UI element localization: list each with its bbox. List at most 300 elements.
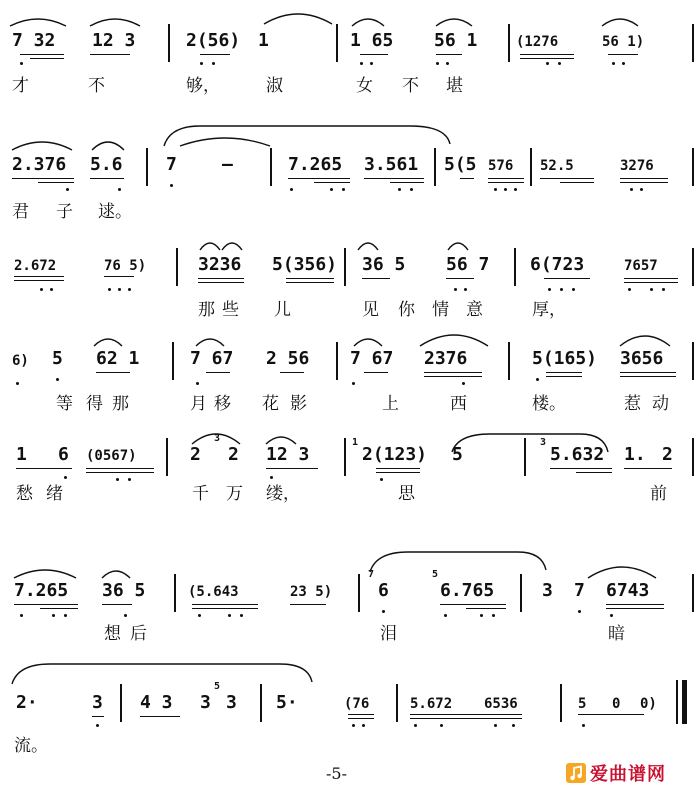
octave-dot [290,188,293,191]
slur-mark [446,238,470,252]
octave-dot [398,188,401,191]
octave-dot [128,288,131,291]
octave-dot [662,288,665,291]
underline-beat [14,604,78,605]
underline-beat [546,372,582,373]
underline-beat [90,178,124,179]
octave-dot [578,610,581,613]
octave-dot [572,288,575,291]
underline-beat [348,718,374,719]
octave-dot [170,184,173,187]
underline-beat [440,604,506,605]
lyric-char: 流。 [14,736,48,756]
note-group: 7 32 [12,30,56,51]
barline [174,574,176,612]
underline-beat [364,372,388,373]
underline-beat [86,468,154,469]
octave-dot [444,614,447,617]
note-group: 4 3 [140,692,173,713]
lyric-char: 女 [356,76,373,96]
barline [120,684,122,722]
slur-mark [220,238,244,252]
lyric-char: 意 [466,300,483,320]
underline-beat [192,604,258,605]
underline-beat [620,182,668,183]
octave-dot [446,62,449,65]
grace-note: 5 [432,569,439,580]
note-group: 1. [624,444,646,465]
barline [434,148,436,186]
note-group: 6(723 [530,254,585,275]
lyric-char: 你 [398,300,415,320]
underline-beat [488,178,524,179]
final-barline [682,680,687,724]
underline-beat [466,608,506,609]
note-group: 52.5 [540,158,574,174]
underline-beat [544,278,590,279]
lyric-char: 堪 [446,76,463,96]
grace-note: 3 [214,433,221,444]
lyric-char: 上 [382,394,399,414]
underline-beat [606,608,664,609]
underline-beat [376,468,420,469]
note-group: 3 [200,692,211,713]
note-group: 3 [92,692,103,713]
watermark-text: 爱曲谱网 [590,764,666,785]
underline-beat [446,278,474,279]
barline [520,574,522,612]
lyric-char: 楼。 [532,394,566,414]
underline-beat [362,278,390,279]
underline-beat [410,718,522,719]
underline-beat [624,278,678,279]
octave-dot [436,62,439,65]
octave-dot [116,478,119,481]
lyric-char: 那 [112,394,129,414]
note-group: (76 [344,696,370,712]
octave-dot [330,188,333,191]
note-group: 2(123) [362,444,428,465]
note-group: 5.632 [550,444,605,465]
octave-dot [362,724,365,727]
note-group: 2 [190,444,201,465]
underline-beat [12,178,74,179]
underline-beat [14,280,64,281]
underline-beat [16,468,72,469]
barline [344,248,346,286]
octave-dot [382,610,385,613]
octave-dot [414,724,417,727]
slur-mark [600,14,640,28]
octave-dot [200,62,203,65]
tie-mark [368,548,548,574]
underline-beat [488,182,524,183]
note-group: 0 [612,696,621,712]
note-group: 7 67 [350,348,394,369]
octave-dot [128,478,131,481]
lyric-char: 才 [12,76,29,96]
barline [358,574,360,612]
note-group: 3 [542,580,553,601]
note-group: 2 [228,444,239,465]
lyric-char: 不 [402,76,419,96]
octave-dot [640,188,643,191]
lyric-char: 花 [262,394,279,414]
underline-beat [620,376,676,377]
note-group: 3656 [620,348,664,369]
note-group: 76 5) [104,258,147,274]
note-group: 2(56) [186,30,241,51]
lyric-char: 逑。 [98,202,132,222]
barline [336,342,338,380]
underline-beat [200,54,230,55]
note-group: 6.765 [440,580,495,601]
octave-dot [628,288,631,291]
lyric-char: 西 [450,394,467,414]
octave-dot [66,188,69,191]
octave-dot [512,724,515,727]
note-group: 2· [16,692,38,713]
underline-beat [92,716,104,717]
note-group: 0) [640,696,657,712]
octave-dot [124,614,127,617]
site-watermark [566,760,666,786]
note-group: (0567) [86,448,137,464]
note-group: 62 1 [96,348,140,369]
grace-note: 3 [540,437,547,448]
barline [692,342,694,380]
octave-dot [480,614,483,617]
barline [260,684,262,722]
slur-mark [194,334,226,348]
lyric-char: 移 [214,394,231,414]
underline-beat [198,282,244,283]
note-group: 7657 [624,258,658,274]
note-group: 6536 [484,696,518,712]
underline-beat [606,604,664,605]
barline [396,684,398,722]
octave-dot [228,614,231,617]
barline [168,24,170,62]
tie-mark [10,660,314,686]
tie-mark [262,8,334,26]
underline-beat [520,58,574,59]
octave-dot [108,288,111,291]
barline [176,248,178,286]
lyric-char: 万 [226,484,243,504]
underline-beat [104,276,134,277]
barline [508,342,510,380]
lyric-char: 得 [86,394,103,414]
lyric-char: 暗 [608,624,625,644]
note-group: 5 [52,348,63,369]
octave-dot [582,724,585,727]
octave-dot [96,724,99,727]
lyric-char: 君 [12,202,29,222]
grace-note: 7 [368,569,375,580]
lyric-char: 动 [652,394,669,414]
underline-beat [290,604,326,605]
note-group: 56 7 [446,254,490,275]
octave-dot [504,188,507,191]
note-group: 1 [16,444,27,465]
note-group: 6743 [606,580,650,601]
barline [530,148,532,186]
octave-dot [536,378,539,381]
octave-dot [118,288,121,291]
underline-beat [608,54,638,55]
underline-beat [192,608,258,609]
barline [508,24,510,62]
underline-beat [360,54,388,55]
underline-beat [288,178,350,179]
octave-dot [20,614,23,617]
note-group: 7.265 [14,580,69,601]
octave-dot [16,382,19,385]
barline [676,680,678,724]
underline-beat [550,468,612,469]
octave-dot [370,62,373,65]
underline-beat [560,182,594,183]
note-group: 1 [258,30,269,51]
lyric-char: 月 [190,394,207,414]
slur-mark [198,238,222,252]
octave-dot [198,614,201,617]
page-number: -5- [326,764,347,783]
underline-beat [102,604,132,605]
underline-beat [20,54,64,55]
octave-dot [440,724,443,727]
note-group: 3276 [620,158,654,174]
underline-beat [286,282,334,283]
note-group: 5(356) [272,254,338,275]
note-group: 6) [12,353,29,369]
note-group: (1276 [516,34,559,50]
barline [692,24,694,62]
note-group: 3.561 [364,154,419,175]
lyric-char: 淑 [266,76,283,96]
lyric-char: 惹 [624,394,641,414]
note-group: 576 [488,158,514,174]
lyric-char: 千 [192,484,209,504]
underline-beat [198,278,244,279]
note-group: 3236 [198,254,242,275]
note-group: 5 [578,696,587,712]
underline-beat [624,468,672,469]
octave-dot [20,62,23,65]
octave-dot [56,378,59,381]
note-group: 2.672 [14,258,57,274]
grace-note: 5 [214,681,221,692]
note-group: 2 56 [266,348,310,369]
underline-beat [520,54,574,55]
octave-dot [352,724,355,727]
barline [270,148,272,186]
lyric-char: 绪 [46,484,63,504]
note-group: 2376 [424,348,468,369]
note-group: 7.265 [288,154,343,175]
underline-beat [140,716,180,717]
octave-dot [454,288,457,291]
underline-beat [280,372,304,373]
slur-mark [90,136,126,152]
slur-mark [12,564,78,580]
octave-dot [352,382,355,385]
underline-beat [578,714,644,715]
octave-dot [410,188,413,191]
note-group: 5.6 [90,154,123,175]
underline-beat [540,178,594,179]
lyric-char: 愁 [16,484,33,504]
octave-dot [494,188,497,191]
underline-beat [314,182,350,183]
octave-dot [548,288,551,291]
note-group: 5.672 [410,696,453,712]
octave-dot [270,476,273,479]
note-group: 2.376 [12,154,67,175]
octave-dot [630,188,633,191]
note-group: 7 [166,154,177,175]
barline [692,148,694,186]
underline-beat [624,282,678,283]
barline [692,248,694,286]
slur-mark [8,14,68,28]
note-group: 12 3 [92,30,136,51]
lyric-char: 泪 [380,624,397,644]
octave-dot [196,382,199,385]
note-group: 7 [574,580,585,601]
note-group: 36 5 [102,580,146,601]
octave-dot [612,62,615,65]
barline [560,684,562,722]
note-group: 6 [378,580,389,601]
note-group: 2 [662,444,673,465]
underline-beat [286,278,334,279]
grace-note: 1 [352,437,359,448]
octave-dot [118,188,121,191]
barline [514,248,516,286]
lyric-char: 缕， [266,484,300,504]
barline [692,574,694,612]
underline-beat [424,376,482,377]
slur-mark [10,136,74,152]
underline-beat [410,714,522,715]
octave-dot [342,188,345,191]
octave-dot [650,288,653,291]
octave-dot [64,476,67,479]
octave-dot [558,62,561,65]
underline-beat [424,372,482,373]
lyric-char: 前 [650,484,667,504]
octave-dot [494,724,497,727]
underline-beat [620,178,668,179]
underline-beat [460,178,474,179]
underline-beat [206,372,230,373]
note-group: 36 5 [362,254,406,275]
note-group: 56 1 [434,30,478,51]
octave-dot [380,478,383,481]
octave-dot [64,614,67,617]
slur-mark [356,238,380,252]
underline-beat [90,54,130,55]
barline [692,438,694,476]
lyric-char: 子 [56,202,73,222]
octave-dot [560,288,563,291]
underline-beat [364,178,424,179]
octave-dot [514,188,517,191]
underline-beat [436,54,462,55]
octave-dot [50,288,53,291]
underline-beat [266,468,318,469]
lyric-char: 够， [186,76,220,96]
note-group: 12 3 [266,444,310,465]
note-group: 7 67 [190,348,234,369]
underline-beat [86,472,154,473]
slur-mark [178,132,272,148]
lyric-char: 想 [104,624,121,644]
note-group: 23 5) [290,584,333,600]
lyric-char: 影 [290,394,307,414]
underline-beat [38,182,74,183]
underline-beat [30,58,64,59]
slur-mark [618,330,672,348]
underline-beat [546,376,582,377]
underline-beat [376,472,420,473]
slur-mark [350,14,386,28]
octave-dot [464,288,467,291]
lyric-char: 等 [56,394,73,414]
note-group: 5(5 [444,154,477,175]
lyric-char: 情 [432,300,449,320]
lyric-char: 后 [130,624,147,644]
underline-beat [14,276,64,277]
octave-dot [52,614,55,617]
lyric-char: 不 [88,76,105,96]
note-group: (5.643 [188,584,239,600]
note-group: 5 [452,444,463,465]
slur-mark [92,334,124,348]
slur-mark [434,14,474,28]
note-group: 5(165) [532,348,598,369]
lyric-char: 些 [222,300,239,320]
octave-dot [240,614,243,617]
barline [166,438,168,476]
octave-dot [462,382,465,385]
lyric-char: 思 [398,484,415,504]
lyric-char: 厚， [532,300,566,320]
lyric-char: 儿 [274,300,291,320]
lyric-char: 见 [362,300,379,320]
underline-beat [96,372,130,373]
barline [172,342,174,380]
slur-mark [88,14,142,28]
lyric-char: 那 [198,300,215,320]
octave-dot [492,614,495,617]
barline [146,148,148,186]
underline-beat [576,472,612,473]
note-group: 1 65 [350,30,394,51]
note-group: 56 1) [602,34,645,50]
octave-dot [622,62,625,65]
underline-beat [390,182,424,183]
music-note-logo-icon [566,763,586,783]
barline [336,24,338,62]
barline [344,438,346,476]
note-group: 5· [276,692,298,713]
octave-dot [546,62,549,65]
underline-beat [40,608,78,609]
octave-dot [212,62,215,65]
